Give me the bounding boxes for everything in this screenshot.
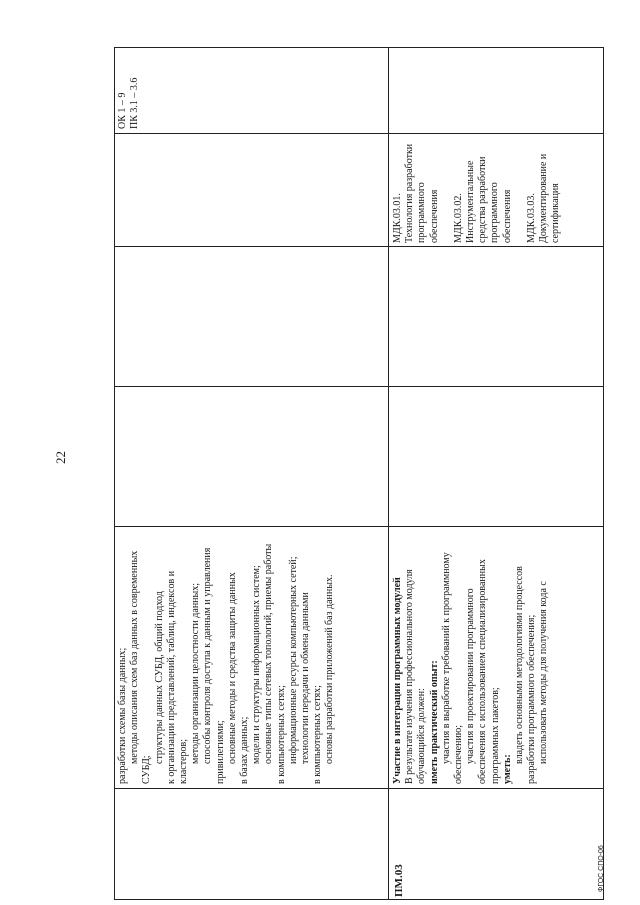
- content-line: информационные ресурсы компьютерных сетей;: [287, 556, 299, 764]
- course-spacer: [441, 135, 453, 243]
- content-line: основные типы сетевых топологий, приемы работы: [263, 543, 275, 764]
- content-line: привилегиями;: [214, 720, 226, 784]
- course-line: сертификация: [550, 183, 562, 243]
- column-divider-code: [115, 788, 603, 789]
- competency-ok: ОК 1 – 9: [117, 92, 128, 129]
- content-line: участия в проектировании программного: [465, 588, 477, 764]
- content-line: СУБД;: [141, 755, 153, 784]
- column-divider-courses: [115, 133, 603, 134]
- course-item-2: [453, 135, 514, 243]
- content-cell-bottom: [392, 529, 551, 784]
- content-line: разработки схемы базы данных;: [117, 647, 128, 784]
- course-line: Документирование и: [538, 153, 550, 243]
- content-line: основы разработки приложений баз данных.: [324, 574, 336, 764]
- curriculum-table: [114, 47, 604, 900]
- content-lines-top: [117, 529, 337, 784]
- column-divider-hours: [115, 386, 603, 387]
- content-line: модели и структуры информационных систем;: [251, 565, 263, 764]
- course-line: Технология разработки: [404, 143, 416, 243]
- competency-pk: ПК 3.1 – 3.6: [129, 77, 141, 129]
- course-line: обеспечения: [428, 189, 440, 243]
- content-line: к организации представлений, таблиц, индексов и: [165, 570, 177, 784]
- content-line: структуры данных СУБД, общий подход: [153, 591, 165, 764]
- course-spacer: [514, 135, 526, 243]
- courses-cell: [392, 135, 562, 243]
- competencies-cell: [117, 49, 141, 129]
- content-lines-bottom: [392, 529, 551, 784]
- page-number: 22: [53, 451, 68, 464]
- course-line: МДК.03.02.: [452, 193, 464, 243]
- content-line: обучающийся должен:: [416, 688, 428, 784]
- content-line: обеспечению;: [453, 724, 465, 784]
- column-divider-content: [115, 526, 603, 527]
- content-line: технологии передачи и обмена данными: [300, 592, 312, 764]
- content-line: владеть основными методологиями процессов: [514, 566, 526, 764]
- course-line: МДК.03.03.: [525, 193, 537, 243]
- content-line: методы организации целостности данных;: [190, 582, 202, 764]
- column-divider-hours-2: [115, 246, 603, 247]
- content-line: участия в выработке требований к программному: [440, 552, 452, 764]
- content-line: В результате изучения профессионального модуля: [404, 569, 416, 784]
- course-line: обеспечения: [501, 189, 513, 243]
- course-line: МДК.03.01.: [392, 193, 403, 243]
- content-line: в базах данных;: [239, 716, 251, 784]
- content-line: иметь практический опыт:: [428, 660, 440, 784]
- content-line: основные методы и средства защиты данных: [226, 572, 238, 764]
- course-line: программного: [416, 182, 428, 243]
- content-line: разработки программного обеспечения;: [526, 614, 538, 784]
- content-cell-top: [117, 529, 337, 784]
- course-item-1: [392, 135, 441, 243]
- content-line: уметь:: [501, 754, 513, 784]
- content-line: способы контроля доступа к данным и управления: [202, 547, 214, 764]
- row-divider: [388, 48, 389, 899]
- content-line: в компьютерных сетях;: [275, 685, 287, 784]
- content-line: в компьютерных сетях;: [312, 685, 324, 784]
- course-line: Инструментальные: [465, 160, 477, 243]
- content-line: программных пакетов;: [489, 687, 501, 784]
- content-line: кластеров;: [178, 738, 190, 784]
- content-line: методы описания схем баз данных в современных: [129, 550, 141, 764]
- course-line: средства разработки: [477, 156, 489, 243]
- content-line: использовать методы для получения кода с: [538, 581, 550, 764]
- content-line: Участие в интеграции программных модулей: [392, 577, 403, 784]
- course-line: программного: [489, 182, 501, 243]
- course-item-3: [526, 135, 563, 243]
- content-line: обеспечения с использованием специализированных: [477, 559, 489, 784]
- footer-stamp: ФГОС СПО-06: [598, 845, 605, 892]
- module-code: ПМ.03: [393, 864, 405, 897]
